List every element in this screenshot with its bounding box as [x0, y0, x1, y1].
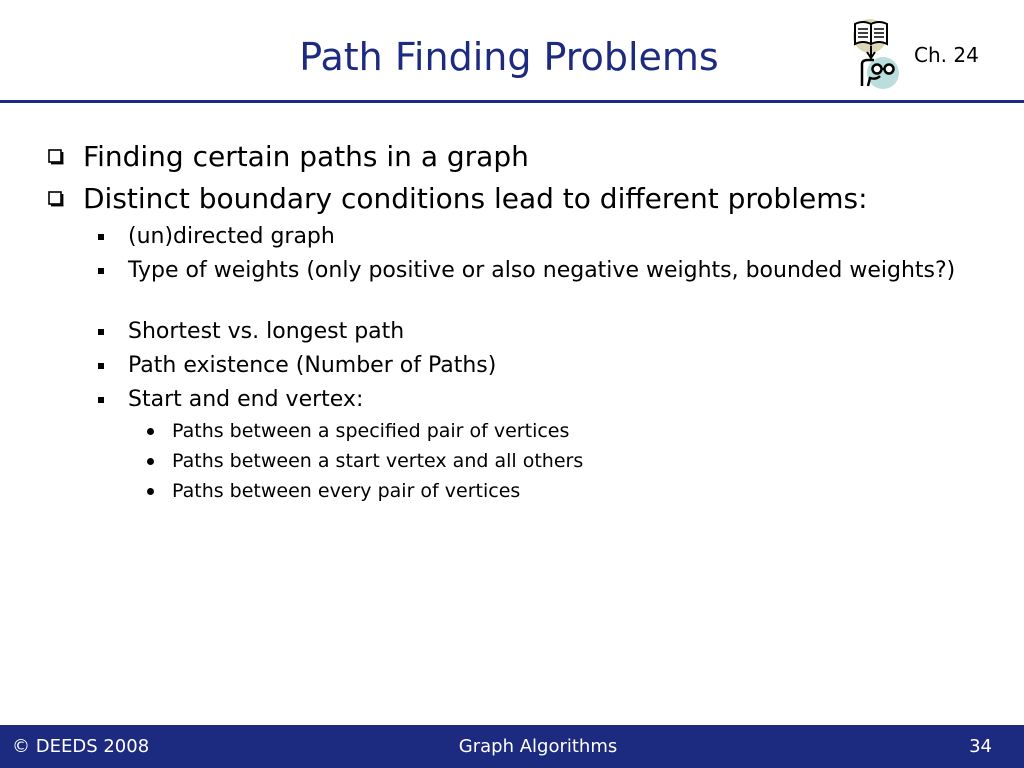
slide-footer	[0, 725, 1024, 768]
hollow-square-icon	[48, 191, 64, 207]
bullet-text: Finding certain paths in a graph	[83, 140, 529, 173]
hollow-square-icon	[48, 149, 64, 165]
footer-copyright: © DEEDS 2008	[12, 736, 150, 757]
footer-page-number: 34	[969, 736, 992, 757]
footer-course-title: Graph Algorithms	[458, 736, 618, 757]
filled-square-icon	[98, 268, 104, 274]
filled-square-icon	[98, 329, 104, 335]
sub-sub-bullet-text: Paths between a start vertex and all others	[172, 450, 584, 472]
sub-sub-bullet-text: Paths between a specified pair of vertices	[172, 420, 570, 442]
filled-square-icon	[98, 234, 104, 240]
sub-bullet-text: (un)directed graph	[128, 224, 335, 249]
slide-title: Path Finding Problems	[299, 35, 719, 79]
chapter-reference: Ch. 24	[914, 43, 979, 67]
dot-icon	[147, 428, 154, 435]
filled-square-icon	[98, 397, 104, 403]
dot-icon	[147, 488, 154, 495]
sub-bullet-text: Start and end vertex:	[128, 387, 364, 412]
sub-bullet-text: Type of weights (only positive or also negative weights, bounded weights?)	[128, 258, 956, 283]
sub-bullet-text: Path existence (Number of Paths)	[128, 353, 497, 378]
dot-icon	[147, 458, 154, 465]
sub-sub-bullet-text: Paths between every pair of vertices	[172, 480, 521, 502]
bullet-text: Distinct boundary conditions lead to different problems:	[83, 182, 868, 215]
sub-bullet-text: Shortest vs. longest path	[128, 319, 405, 344]
filled-square-icon	[98, 363, 104, 369]
